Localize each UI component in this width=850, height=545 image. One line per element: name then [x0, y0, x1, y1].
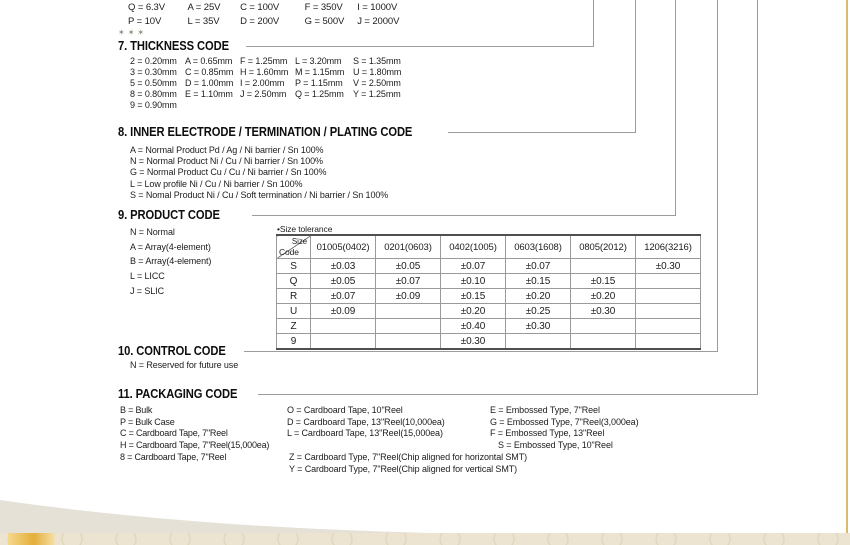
packaging-item-horizontal-smt: Z = Cardboard Type, 7"Reel(Chip aligned for horizontal SMT)	[289, 452, 527, 462]
leader-hline-thickness	[246, 46, 593, 47]
table-row	[277, 259, 701, 274]
thickness-item: H = 1.60mm	[240, 67, 289, 77]
thickness-item: M = 1.15mm	[295, 67, 345, 77]
packaging-item: P = Bulk Case	[120, 416, 175, 427]
thickness-item: C = 0.85mm	[185, 67, 234, 77]
product-item: L = LICC	[130, 271, 165, 282]
table-corner-cell	[277, 235, 311, 259]
corner-size-label: Size	[291, 237, 307, 246]
electrode-item: L = Low profile Ni / Cu / Ni barrier / Sn 100%	[130, 178, 303, 189]
leader-vline-product	[675, 0, 676, 216]
packaging-item: S = Embossed Type, 10"Reel	[498, 440, 613, 451]
row-code: Q	[277, 274, 311, 289]
column-header: 01005(0402)	[311, 235, 376, 259]
product-item: B = Array(4-element)	[130, 256, 212, 267]
table-row	[277, 319, 701, 334]
tolerance-cell	[311, 334, 376, 350]
tolerance-cell: ±0.20	[441, 304, 506, 319]
tolerance-cell: ±0.07	[311, 289, 376, 304]
voltage-code-row	[128, 16, 399, 27]
tolerance-cell: ±0.07	[376, 274, 441, 289]
packaging-item: H = Cardboard Tape, 7"Reel(15,000ea)	[120, 440, 270, 451]
thickness-row	[130, 100, 401, 111]
thickness-item: P = 1.15mm	[295, 78, 343, 88]
column-header: 0805(2012)	[571, 235, 636, 259]
row-code: R	[277, 289, 311, 304]
packaging-item: 8 = Cardboard Tape, 7"Reel	[120, 451, 227, 462]
electrode-item: S = Nomal Product Ni / Cu / Soft termination / Ni barrier / Sn 100%	[130, 189, 389, 200]
tolerance-cell: ±0.20	[571, 289, 636, 304]
electrode-item: N = Normal Product Ni / Cu / Ni barrier / Sn 100%	[130, 156, 323, 167]
thickness-item: D = 1.00mm	[185, 78, 234, 88]
voltage-code-item: D = 200V	[240, 16, 280, 27]
footnote-stars: ✶✶✶	[118, 28, 148, 37]
leader-vline-control	[717, 0, 718, 352]
thickness-item: F = 1.25mm	[240, 56, 288, 66]
voltage-code-item: F = 350V	[304, 2, 343, 13]
tolerance-cell	[571, 334, 636, 350]
product-item: A = Array(4-element)	[130, 241, 211, 252]
packaging-item: C = Cardboard Tape, 7"Reel	[120, 428, 228, 439]
packaging-item: E = Embossed Type, 7"Reel	[490, 405, 600, 415]
column-header: 1206(3216)	[636, 235, 701, 259]
tolerance-cell: ±0.09	[376, 289, 441, 304]
tolerance-cell: ±0.05	[311, 274, 376, 289]
packaging-item: D = Cardboard Tape, 13"Reel(10,000ea)	[287, 416, 445, 427]
leader-vline-electrode	[635, 0, 636, 133]
tolerance-cell: ±0.20	[506, 289, 571, 304]
row-code: U	[277, 304, 311, 319]
thickness-item: 2 = 0.20mm	[130, 56, 177, 66]
tolerance-cell	[636, 334, 701, 350]
thickness-item: U = 1.80mm	[353, 67, 402, 77]
table-row	[277, 334, 701, 350]
column-header: 0402(1005)	[441, 235, 506, 259]
product-item: N = Normal	[130, 227, 175, 237]
packaging-item: O = Cardboard Tape, 10"Reel	[287, 405, 403, 415]
row-code: S	[277, 259, 311, 274]
packaging-item: L = Cardboard Tape, 13"Reel(15,000ea)	[287, 428, 443, 439]
size-tolerance-label: •Size tolerance	[277, 224, 333, 234]
leader-hline-control	[244, 351, 717, 352]
tolerance-cell	[636, 289, 701, 304]
tolerance-cell: ±0.07	[441, 259, 506, 274]
tolerance-cell: ±0.05	[376, 259, 441, 274]
thickness-item: Y = 1.25mm	[353, 89, 401, 99]
tolerance-cell	[376, 304, 441, 319]
voltage-code-item: J = 2000V	[357, 16, 400, 27]
tolerance-cell: ±0.30	[571, 304, 636, 319]
page-right-gold-border	[846, 0, 848, 533]
voltage-code-item: A = 25V	[187, 2, 221, 13]
packaging-col3	[490, 405, 638, 452]
packaging-item: G = Embossed Type, 7"Reel(3,000ea)	[490, 416, 639, 427]
section-title-product: 9. PRODUCT CODE	[118, 207, 220, 222]
tolerance-cell	[636, 304, 701, 319]
thickness-item: S = 1.35mm	[353, 56, 401, 66]
row-code: 9	[277, 334, 311, 350]
electrode-item: A = Normal Product Pd / Ag / Ni barrier / Sn 100%	[130, 145, 324, 155]
tolerance-cell: ±0.10	[441, 274, 506, 289]
thickness-item: E = 1.10mm	[185, 89, 233, 99]
voltage-code-item: Q = 6.3V	[128, 2, 165, 13]
thickness-item: 3 = 0.30mm	[130, 67, 177, 77]
packaging-item-vertical-smt: Y = Cardboard Type, 7"Reel(Chip aligned for vertical SMT)	[289, 464, 518, 474]
product-item: J = SLIC	[130, 285, 164, 296]
tolerance-cell	[506, 334, 571, 350]
voltage-code-item: G = 500V	[304, 16, 345, 27]
tolerance-cell	[636, 319, 701, 334]
tolerance-cell	[311, 319, 376, 334]
section-title-thickness: 7. THICKNESS CODE	[118, 38, 229, 53]
thickness-code-list	[130, 56, 401, 111]
tolerance-cell: ±0.03	[311, 259, 376, 274]
thickness-item: A = 0.65mm	[185, 56, 233, 66]
thickness-item: 9 = 0.90mm	[130, 100, 177, 110]
packaging-col2	[287, 405, 445, 440]
tolerance-cell	[376, 334, 441, 350]
leader-hline-electrode	[448, 132, 635, 133]
electrode-code-list	[130, 145, 388, 201]
leader-hline-packaging	[258, 394, 757, 395]
packaging-item: B = Bulk	[120, 405, 153, 415]
voltage-code-item: L = 35V	[187, 16, 220, 27]
footer-swoosh-graphic	[0, 500, 430, 533]
tolerance-cell: ±0.30	[441, 334, 506, 350]
section-title-control: 10. CONTROL CODE	[118, 343, 226, 358]
tolerance-cell: ±0.40	[441, 319, 506, 334]
row-code: Z	[277, 319, 311, 334]
table-header-row	[277, 235, 701, 259]
tolerance-cell	[636, 274, 701, 289]
thickness-row	[130, 56, 401, 67]
voltage-code-row	[128, 2, 397, 13]
tolerance-cell	[571, 319, 636, 334]
section-title-packaging: 11. PACKAGING CODE	[118, 386, 238, 401]
thickness-item: V = 2.50mm	[353, 78, 401, 88]
column-header: 0603(1608)	[506, 235, 571, 259]
tolerance-cell: ±0.07	[506, 259, 571, 274]
tolerance-cell	[376, 319, 441, 334]
thickness-item: I = 2.00mm	[240, 78, 285, 88]
table-row	[277, 274, 701, 289]
corner-code-label: Code	[279, 247, 299, 257]
thickness-item: J = 2.50mm	[240, 89, 287, 99]
voltage-code-item: C = 100V	[240, 2, 280, 13]
tolerance-cell: ±0.15	[571, 274, 636, 289]
leader-hline-product	[252, 215, 675, 216]
electrode-item: G = Normal Product Cu / Cu / Ni barrier / Sn 100%	[130, 167, 327, 178]
size-tolerance-table	[276, 234, 701, 350]
thickness-item: Q = 1.25mm	[295, 89, 344, 99]
voltage-code-item: I = 1000V	[357, 2, 398, 13]
footer-band	[0, 533, 850, 545]
thickness-row	[130, 67, 401, 78]
leader-vline-packaging	[757, 0, 758, 395]
thickness-item: L = 3.20mm	[295, 56, 342, 66]
thickness-item: 5 = 0.50mm	[130, 78, 177, 88]
product-code-list	[130, 225, 211, 299]
packaging-col1	[120, 405, 269, 464]
tolerance-cell: ±0.15	[441, 289, 506, 304]
packaging-item: F = Embossed Type, 13"Reel	[490, 428, 605, 439]
voltage-code-item: P = 10V	[128, 16, 162, 27]
leader-vline-thickness	[593, 0, 594, 47]
tolerance-cell: ±0.25	[506, 304, 571, 319]
column-header: 0201(0603)	[376, 235, 441, 259]
control-item: N = Reserved for future use	[130, 360, 239, 370]
tolerance-cell: ±0.30	[506, 319, 571, 334]
footer-gold-accent	[8, 533, 55, 545]
control-code-list	[130, 360, 238, 371]
thickness-item: 8 = 0.80mm	[130, 89, 177, 99]
thickness-row	[130, 78, 401, 89]
section-title-electrode: 8. INNER ELECTRODE / TERMINATION / PLATING CODE	[118, 124, 413, 139]
tolerance-cell: ±0.15	[506, 274, 571, 289]
table-row	[277, 304, 701, 319]
tolerance-cell	[571, 259, 636, 274]
tolerance-cell: ±0.30	[636, 259, 701, 274]
tolerance-cell: ±0.09	[311, 304, 376, 319]
thickness-row	[130, 89, 401, 100]
table-row	[277, 289, 701, 304]
